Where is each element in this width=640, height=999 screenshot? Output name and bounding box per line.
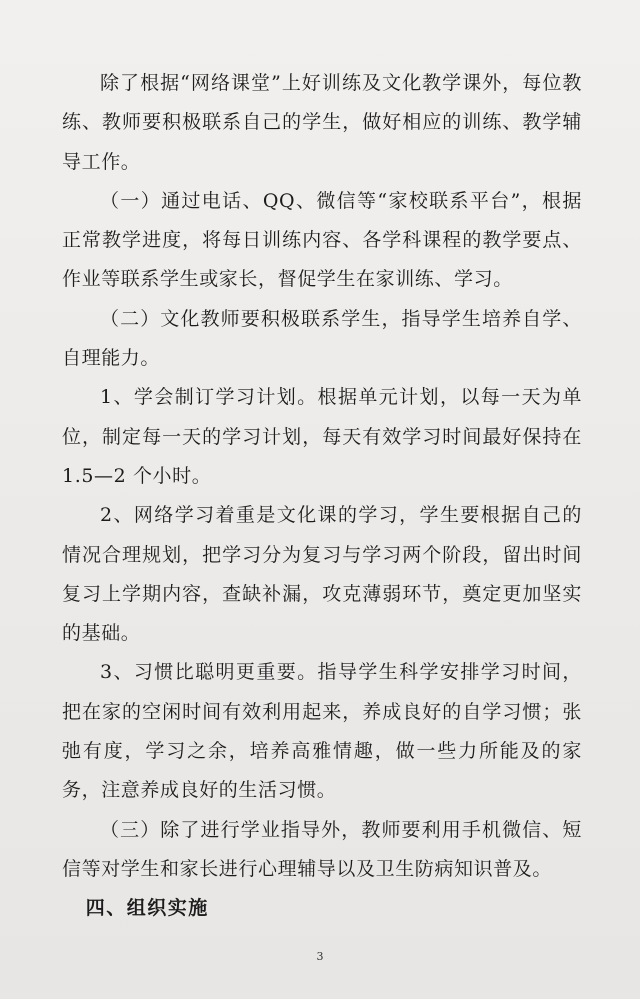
paragraph-item-1: （一）通过电话、QQ、微信等“家校联系平台”，根据正常教学进度，将每日训练内容、各学科课程的教学要点、作业等联系学生或家长，督促学生在家训练、学习。 xyxy=(62,189,582,291)
paragraph-item-2: （二）文化教师要积极联系学生，指导学生培养自学、自理能力。 xyxy=(62,307,582,370)
paragraph-item-3: （三）除了进行学业指导外，教师要利用手机微信、短信等对学生和家长进行心理辅导以及卫生防病知识普及。 xyxy=(62,818,582,880)
page-number: 3 xyxy=(316,950,324,963)
section-heading: 四、组织实施 xyxy=(85,897,209,920)
body-text xyxy=(62,64,582,929)
paragraph-intro: 除了根据“网络课堂”上好训练及文化教学课外，每位教练、教师要积极联系自己的学生，做好相应的训练、教学辅导工作。 xyxy=(62,72,582,173)
paragraph-point-1: 1、学会制订学习计划。根据单元计划，以每一天为单位，制定每一天的学习计划，每天有效学习时间最好保持在1.5—2 个小时。 xyxy=(62,386,582,487)
paragraph-point-2: 2、网络学习着重是文化课的学习，学生要根据自己的情况合理规划，把学习分为复习与学习两个阶段，留出时间复习上学期内容，查缺补漏，攻克薄弱环节，奠定更加坚实的基础。 xyxy=(62,504,582,645)
paragraph-point-3: 3、习惯比聪明更重要。指导学生科学安排学习时间，把在家的空闲时间有效利用起来，养成良好的自学习惯；张弛有度，学习之余，培养高雅情趣，做一些力所能及的家务，注意养成良好的生活习惯。 xyxy=(62,661,582,802)
